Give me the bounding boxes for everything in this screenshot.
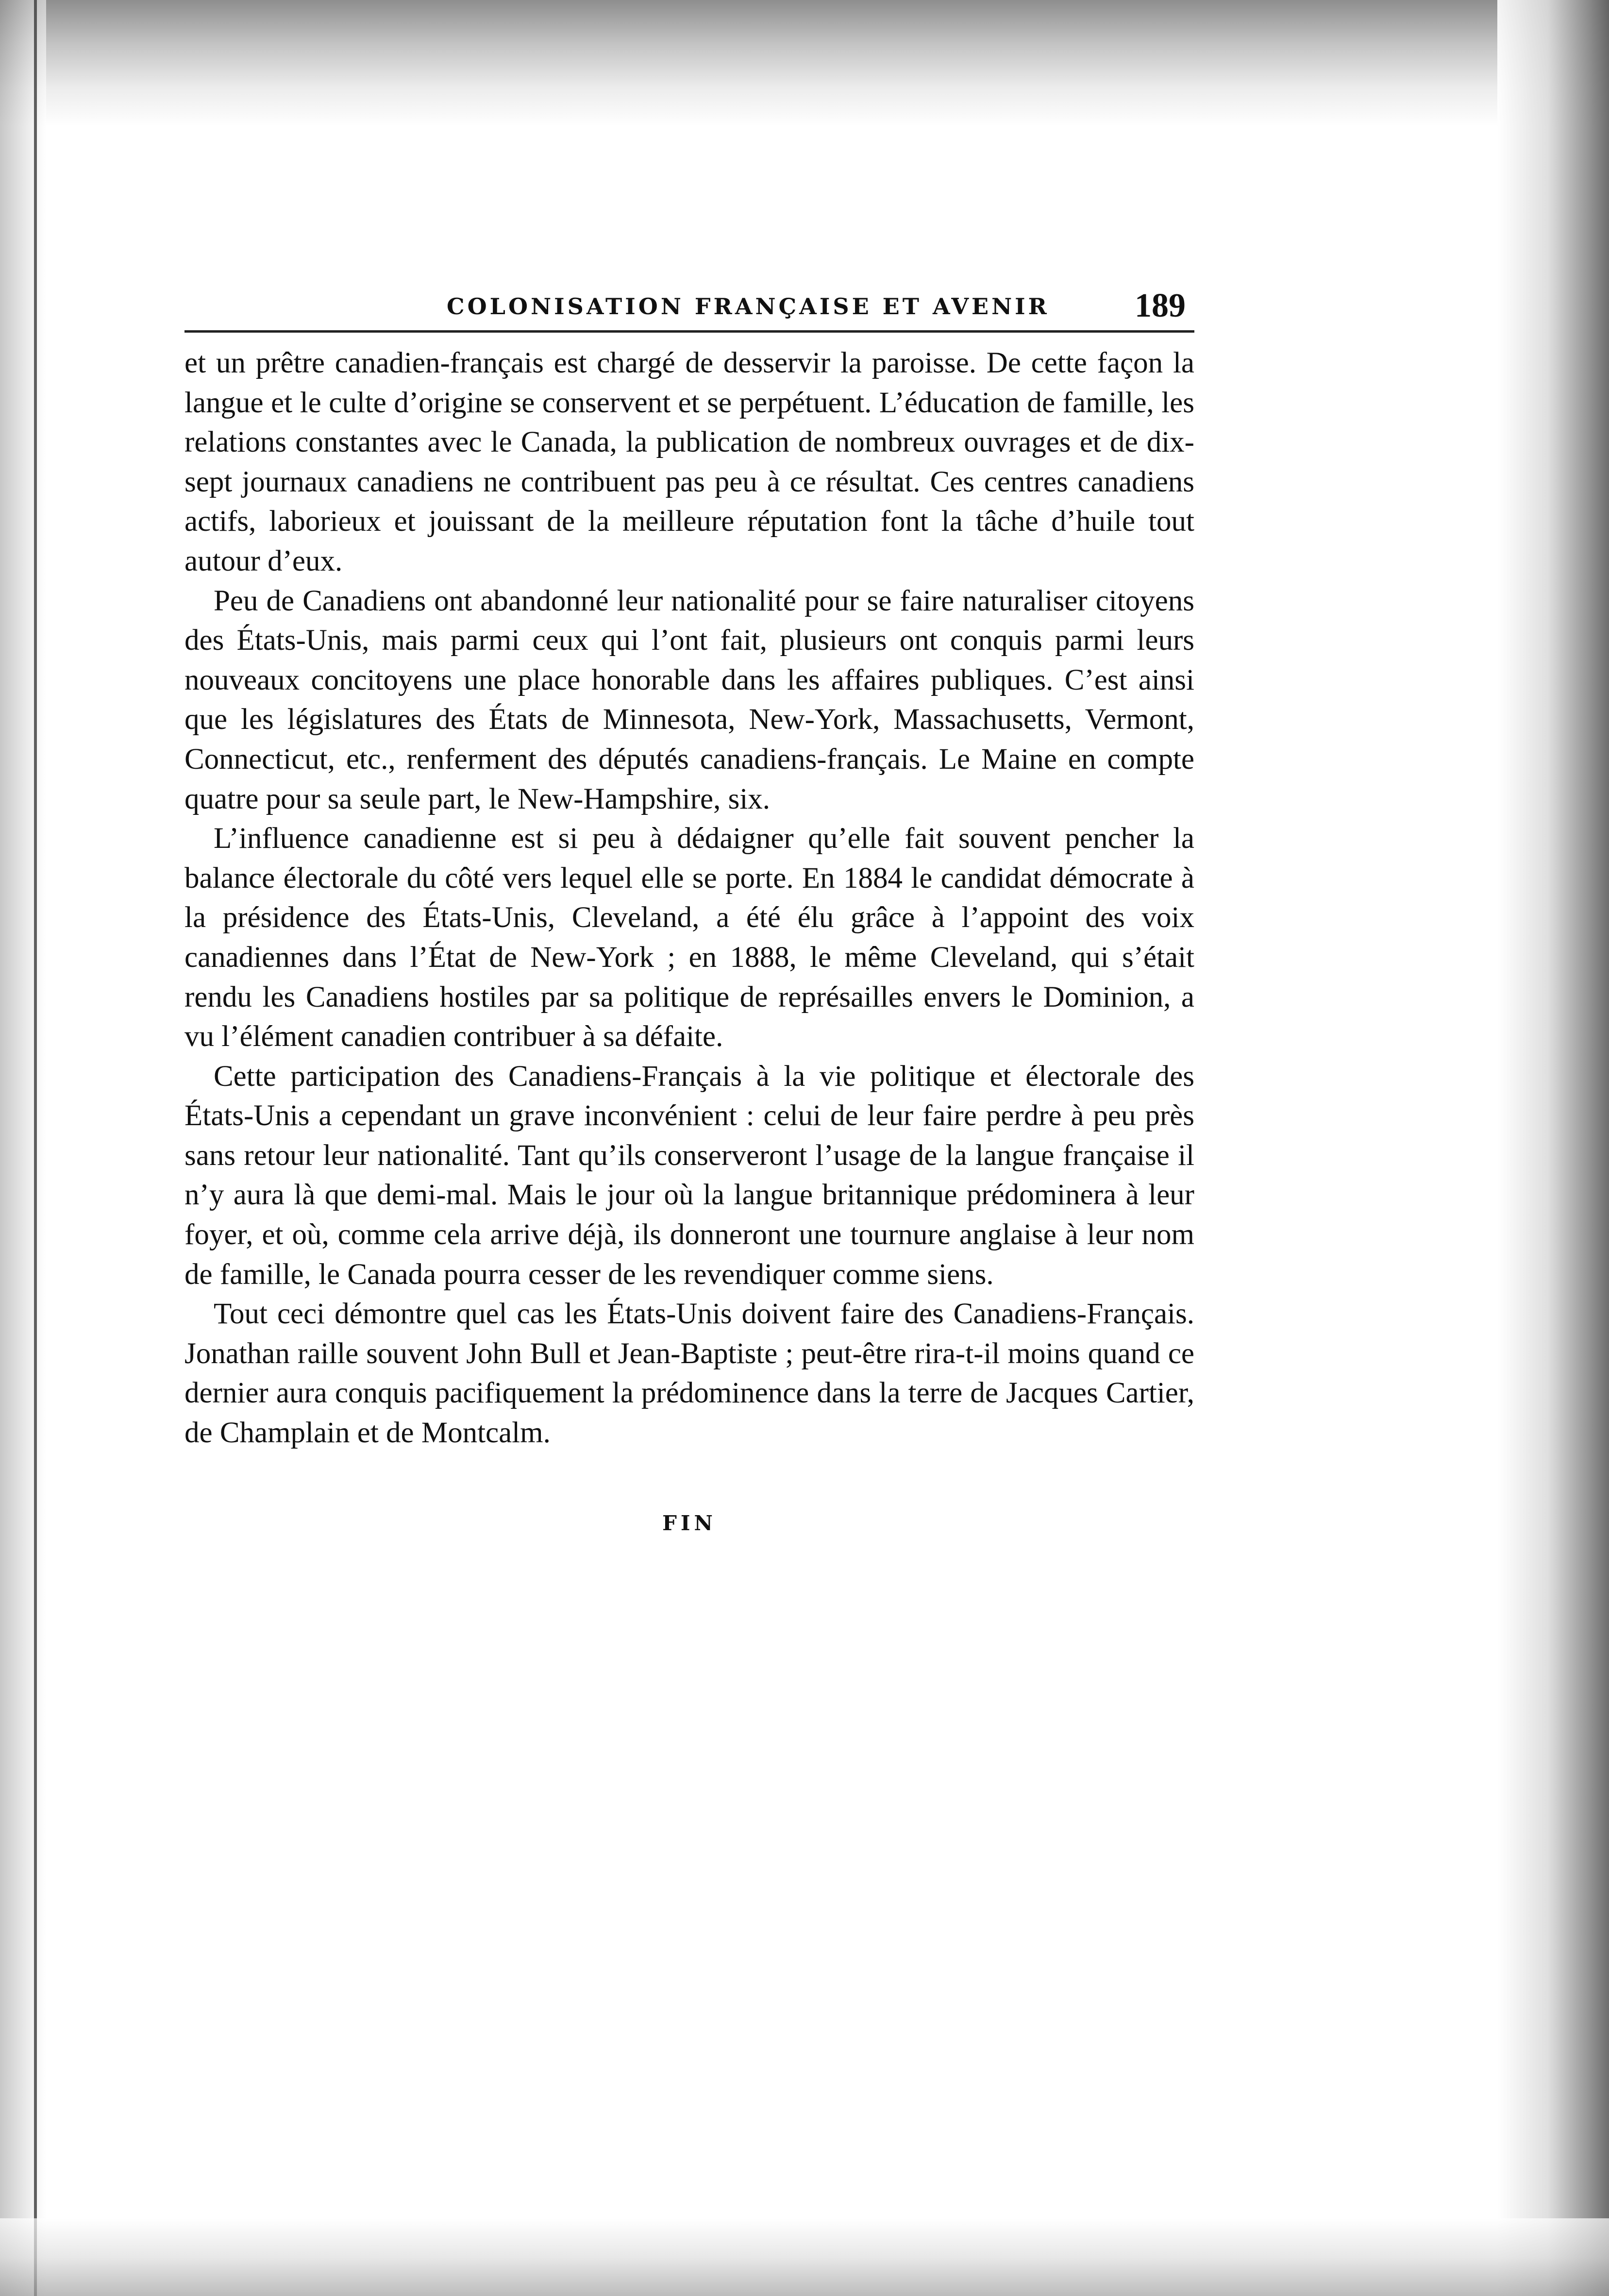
scan-shadow-top — [0, 0, 1609, 126]
paragraph: L’influence canadienne est si peu à dédaigner qu’elle fait souvent pencher la balance électorale du côté vers lequel elle se porte. En 1884 le candidat démocrate à la présidence des États-Unis, Cleveland, a été élu grâce à l’appoint des voix canadiennes dans l’État de New-York ; en 1888, le même Cleveland, qui s’était rendu les Canadiens hostiles par sa politique de représailles envers le Dominion, a vu l’élément canadien contribuer à sa défaite. — [184, 822, 1194, 1053]
paragraph: Cette participation des Canadiens-Français à la vie politique et électorale des États-Unis a cependant un grave inconvénient : celui de leur faire perdre à peu près sans retour leur nationalité. Tant qu’ils conserveront l’usage de la langue française il n’y aura là que demi-mal. Mais le jour où la langue britannique prédominera à leur foyer, et où, comme cela arrive déjà, ils donneront une tournure anglaise à leur nom de famille, le Canada pourra cesser de les revendiquer comme siens. — [184, 1060, 1194, 1291]
page-number: 189 — [1135, 287, 1186, 324]
scan-shadow-bottom — [0, 2218, 1609, 2296]
scan-shadow-right — [1497, 0, 1609, 2296]
paragraph: Peu de Canadiens ont abandonné leur nationalité pour se faire naturaliser citoyens des États-Unis, mais parmi ceux qui l’ont fait, plusieurs ont conquis parmi leurs nouveaux concitoyens une place honorable dans les affaires publiques. C’est ainsi que les législatures des États de Minnesota, New-York, Massachusetts, Vermont, Connecticut, etc., renferment des députés canadiens-français. Le Maine en compte quatre pour sa seule part, le New-Hampshire, six. — [184, 584, 1194, 815]
body-text — [184, 343, 1194, 1453]
paragraph: Tout ceci démontre quel cas les États-Unis doivent faire des Canadiens-Français. Jonathan raille souvent John Bull et Jean-Baptiste ; peut-être rira-t-il moins quand ce dernier aura conquis pacifiquement la prédominence dans la terre de Jacques Cartier, de Champlain et de Montcalm. — [184, 1298, 1194, 1450]
scan-shadow-left — [0, 0, 46, 2296]
running-head — [184, 287, 1194, 333]
paragraph-continued: et un prêtre canadien-français est chargé de desservir la paroisse. De cette façon la langue et le culte d’origine se conservent et se perpétuent. L’éducation de famille, les relations constantes avec le Canada, la publication de nombreux ouvrages et de dix-sept journaux canadiens ne contribuent pas peu à ce résultat. Ces centres canadiens actifs, laborieux et jouissant de la meilleure réputation font la tâche d’huile tout autour d’eux. — [184, 347, 1194, 577]
book-page — [184, 287, 1194, 1535]
running-title: COLONISATION FRANÇAISE ET AVENIR — [447, 293, 1050, 320]
scan-gutter-line — [34, 0, 37, 2296]
end-mark: FIN — [662, 1511, 717, 1535]
